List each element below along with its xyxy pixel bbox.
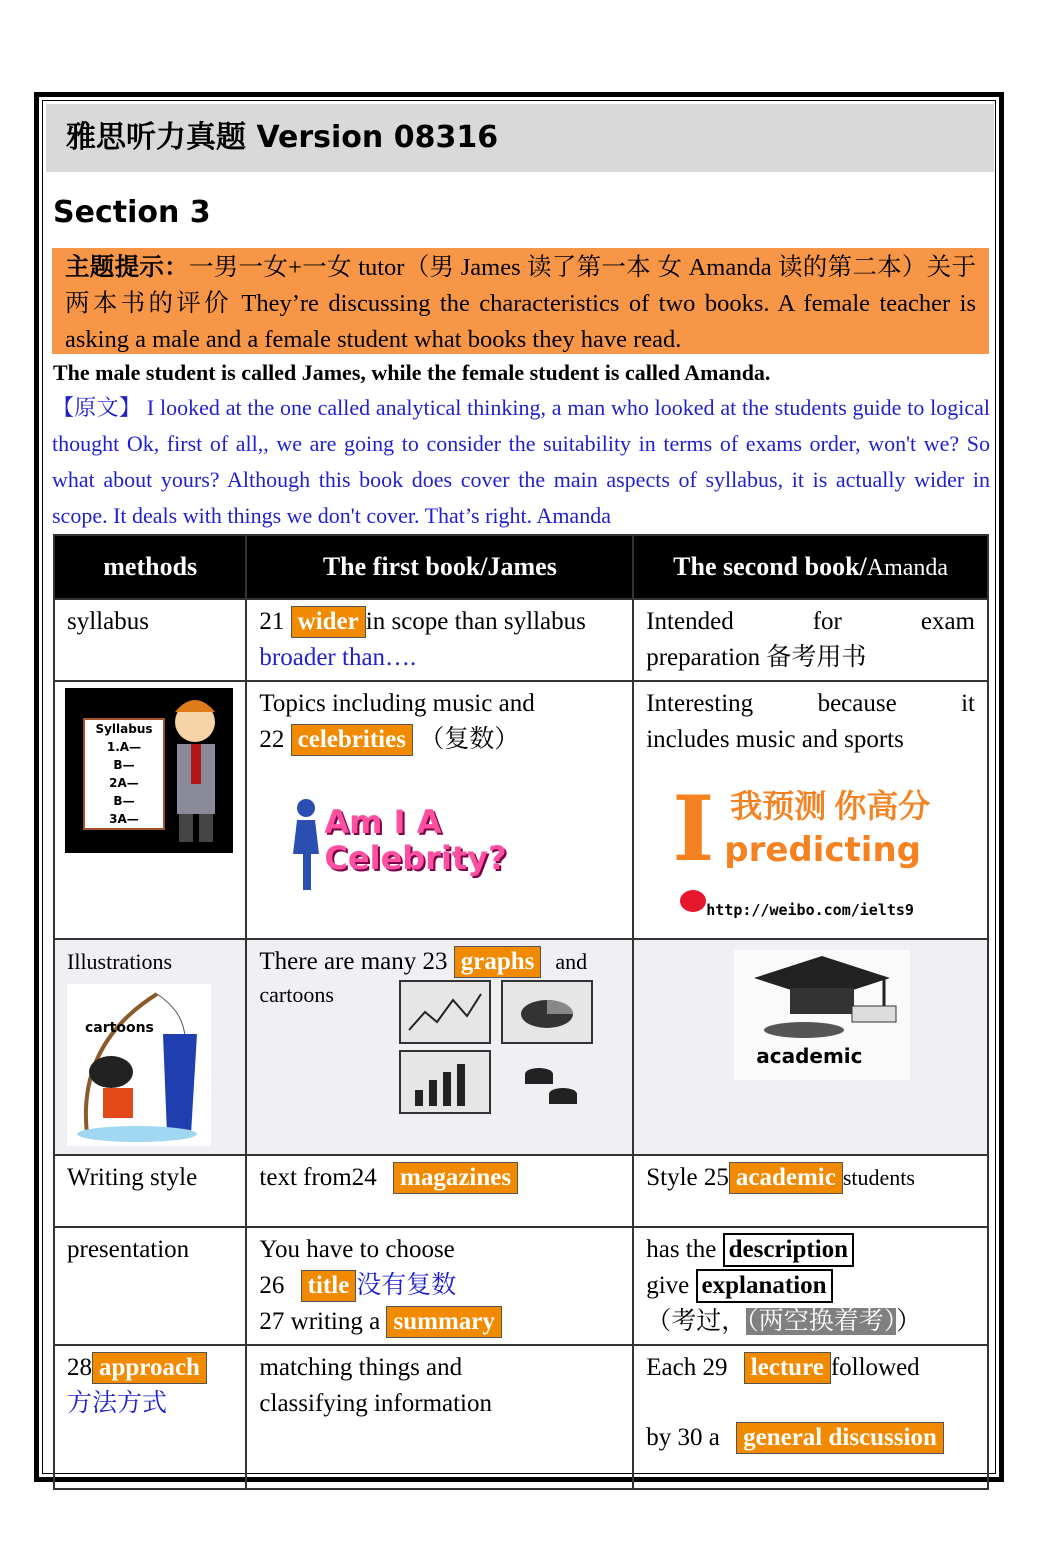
second-book-cell xyxy=(633,1227,988,1345)
weibo-icon xyxy=(680,890,706,912)
section-heading: Section 3 xyxy=(53,195,211,230)
celebrity-image xyxy=(289,794,509,894)
desc-pre: has the xyxy=(646,1236,723,1263)
table-row xyxy=(54,1345,988,1489)
original-text: I looked at the one called analytical thinking, a man who looked at the students guide to logical thought Ok, first of all,, we are going to consider the suitability in terms of exams order, won't we? So what about yours? Although this book does cover the main aspects of syllabus, it is actually wider in scope. It deals with things we don't cover. That’s right. Amanda xyxy=(52,395,990,528)
q28-answer: approach xyxy=(92,1352,207,1384)
header-second-bold: The second book/ xyxy=(673,551,867,581)
word: exam xyxy=(920,608,975,635)
second-line: preparation 备考用书 xyxy=(646,644,867,671)
q23-answer: graphs xyxy=(454,946,542,978)
method-cell: presentation xyxy=(54,1227,246,1345)
word: for xyxy=(812,608,842,635)
hint-text: 一男一女+一女 tutor（男 James 读了第一本 女 Amanda 读的第二本）关于两本书的评价 They’re discussing the characteristics of two books. A female teacher is asking a male and a female student what books they have read. xyxy=(65,254,977,353)
q21-number: 21 xyxy=(259,608,291,635)
page-title: 雅思听力真题 Version 08316 xyxy=(46,104,994,172)
q22-number: 22 xyxy=(259,726,291,753)
academic-label: academic xyxy=(756,1044,863,1068)
table-row xyxy=(54,1227,988,1345)
q27-answer: summary xyxy=(386,1306,501,1338)
second-book-cell xyxy=(633,681,988,939)
q21-note: broader than…. xyxy=(259,644,417,671)
word: because xyxy=(817,690,897,717)
comparison-table xyxy=(53,534,989,1490)
topic-hint xyxy=(52,248,989,354)
table-row xyxy=(54,939,988,1155)
q23-cartoons: cartoons xyxy=(259,982,334,1007)
q26-note: 没有复数 xyxy=(356,1272,457,1299)
original-tag: 【原文】 xyxy=(52,395,142,420)
predict-en: predicting xyxy=(724,830,921,870)
q29-pre: Each 29 xyxy=(646,1354,734,1381)
q23-post: and xyxy=(555,949,588,974)
woman-silhouette-icon xyxy=(289,798,323,892)
page-frame xyxy=(34,92,1004,1482)
q26-intro: You have to choose xyxy=(259,1236,455,1263)
celebrity-text: Am I A Celebrity? xyxy=(324,803,507,877)
line: classifying information xyxy=(259,1390,492,1417)
first-book-cell xyxy=(246,599,633,681)
q25-pre: Style 25 xyxy=(646,1164,729,1191)
cartoon-image xyxy=(67,984,211,1146)
q30-answer: general discussion xyxy=(736,1422,944,1454)
first-book-cell xyxy=(246,1227,633,1345)
q27-pre: 27 writing a xyxy=(259,1308,387,1335)
second-book-cell xyxy=(633,1155,988,1227)
q24-answer: magazines xyxy=(393,1162,518,1194)
q21-answer: wider xyxy=(291,606,366,638)
predicting-logo: I 我预测 你高分 predicting http://weibo.com/ielts9 xyxy=(672,784,942,934)
bar-graph-icon xyxy=(399,1050,491,1114)
second-book-cell xyxy=(633,599,988,681)
first-book-cell xyxy=(246,939,633,1155)
word: it xyxy=(961,690,975,717)
header-second-name: Amanda xyxy=(866,554,949,581)
pie-chart-icon xyxy=(501,980,593,1044)
expl-pre: give xyxy=(646,1272,696,1299)
predict-url: http://weibo.com/ielts9 xyxy=(706,901,914,919)
q26-answer: title xyxy=(301,1270,357,1302)
q21-rest: in scope than syllabus xyxy=(365,608,586,635)
first-book-cell xyxy=(246,681,633,939)
method-cell xyxy=(54,1345,246,1489)
remark-a: （考过， xyxy=(646,1308,747,1335)
original-transcript xyxy=(52,390,990,534)
table-header-row xyxy=(54,535,988,599)
predict-cn: 我预测 你高分 xyxy=(730,788,931,824)
board-title: Syllabus xyxy=(95,722,153,736)
academic-image xyxy=(734,950,910,1080)
table-row xyxy=(54,1155,988,1227)
table-row xyxy=(54,681,988,939)
method-label: Illustrations xyxy=(67,949,173,974)
explanation-answer: explanation xyxy=(696,1269,833,1303)
coins-icon xyxy=(517,1054,587,1125)
method-cell: syllabus xyxy=(54,599,246,681)
q22-answer: celebrities xyxy=(291,724,413,756)
q25-post: students xyxy=(842,1165,915,1190)
q28-number: 28 xyxy=(67,1354,92,1381)
first-book-cell xyxy=(246,1345,633,1489)
word: Intended xyxy=(646,608,734,635)
second-book-cell xyxy=(633,1345,988,1489)
table-row xyxy=(54,599,988,681)
remark-b: （两空换着考） xyxy=(746,1308,897,1335)
header-first-book: The first book/James xyxy=(246,535,633,599)
speaker-note: The male student is called James, while the female student is called Amanda. xyxy=(53,360,771,385)
line: matching things and xyxy=(259,1354,463,1381)
header-methods: methods xyxy=(54,535,246,599)
q29-answer: lecture xyxy=(744,1352,831,1384)
second-book-cell xyxy=(633,939,988,1155)
graduation-cap-icon xyxy=(734,950,910,1050)
syllabus-teacher-image xyxy=(65,688,233,853)
q26-number: 26 xyxy=(259,1272,291,1299)
goofy-fishing-icon xyxy=(67,984,211,1146)
syllabus-board: Syllabus 1.A— B— 2A— B— 3A— xyxy=(83,718,165,830)
remark-c: ） xyxy=(896,1308,922,1335)
q25-answer: academic xyxy=(729,1162,843,1194)
q23-pre: There are many 23 xyxy=(259,948,454,975)
q28-note: 方法方式 xyxy=(67,1390,168,1417)
second-line: includes music and sports xyxy=(646,726,904,753)
q30-pre: by 30 a xyxy=(646,1424,727,1451)
q22-intro: Topics including music and xyxy=(259,690,535,717)
word: Interesting xyxy=(646,690,754,717)
q24-pre: text from24 xyxy=(259,1164,383,1191)
cartoon-label: cartoons xyxy=(85,1020,154,1036)
header-second-book xyxy=(633,535,988,599)
line-graph-icon xyxy=(399,980,491,1044)
q22-note: （复数） xyxy=(412,726,520,753)
q29-post: followed xyxy=(830,1354,920,1381)
teacher-icon xyxy=(161,692,227,842)
hint-label: 主题提示： xyxy=(65,254,189,281)
method-cell xyxy=(54,939,246,1155)
first-book-cell xyxy=(246,1155,633,1227)
method-cell: Writing style xyxy=(54,1155,246,1227)
method-image-cell xyxy=(54,681,246,939)
graphs-image xyxy=(399,980,599,1130)
description-answer: description xyxy=(723,1233,854,1267)
